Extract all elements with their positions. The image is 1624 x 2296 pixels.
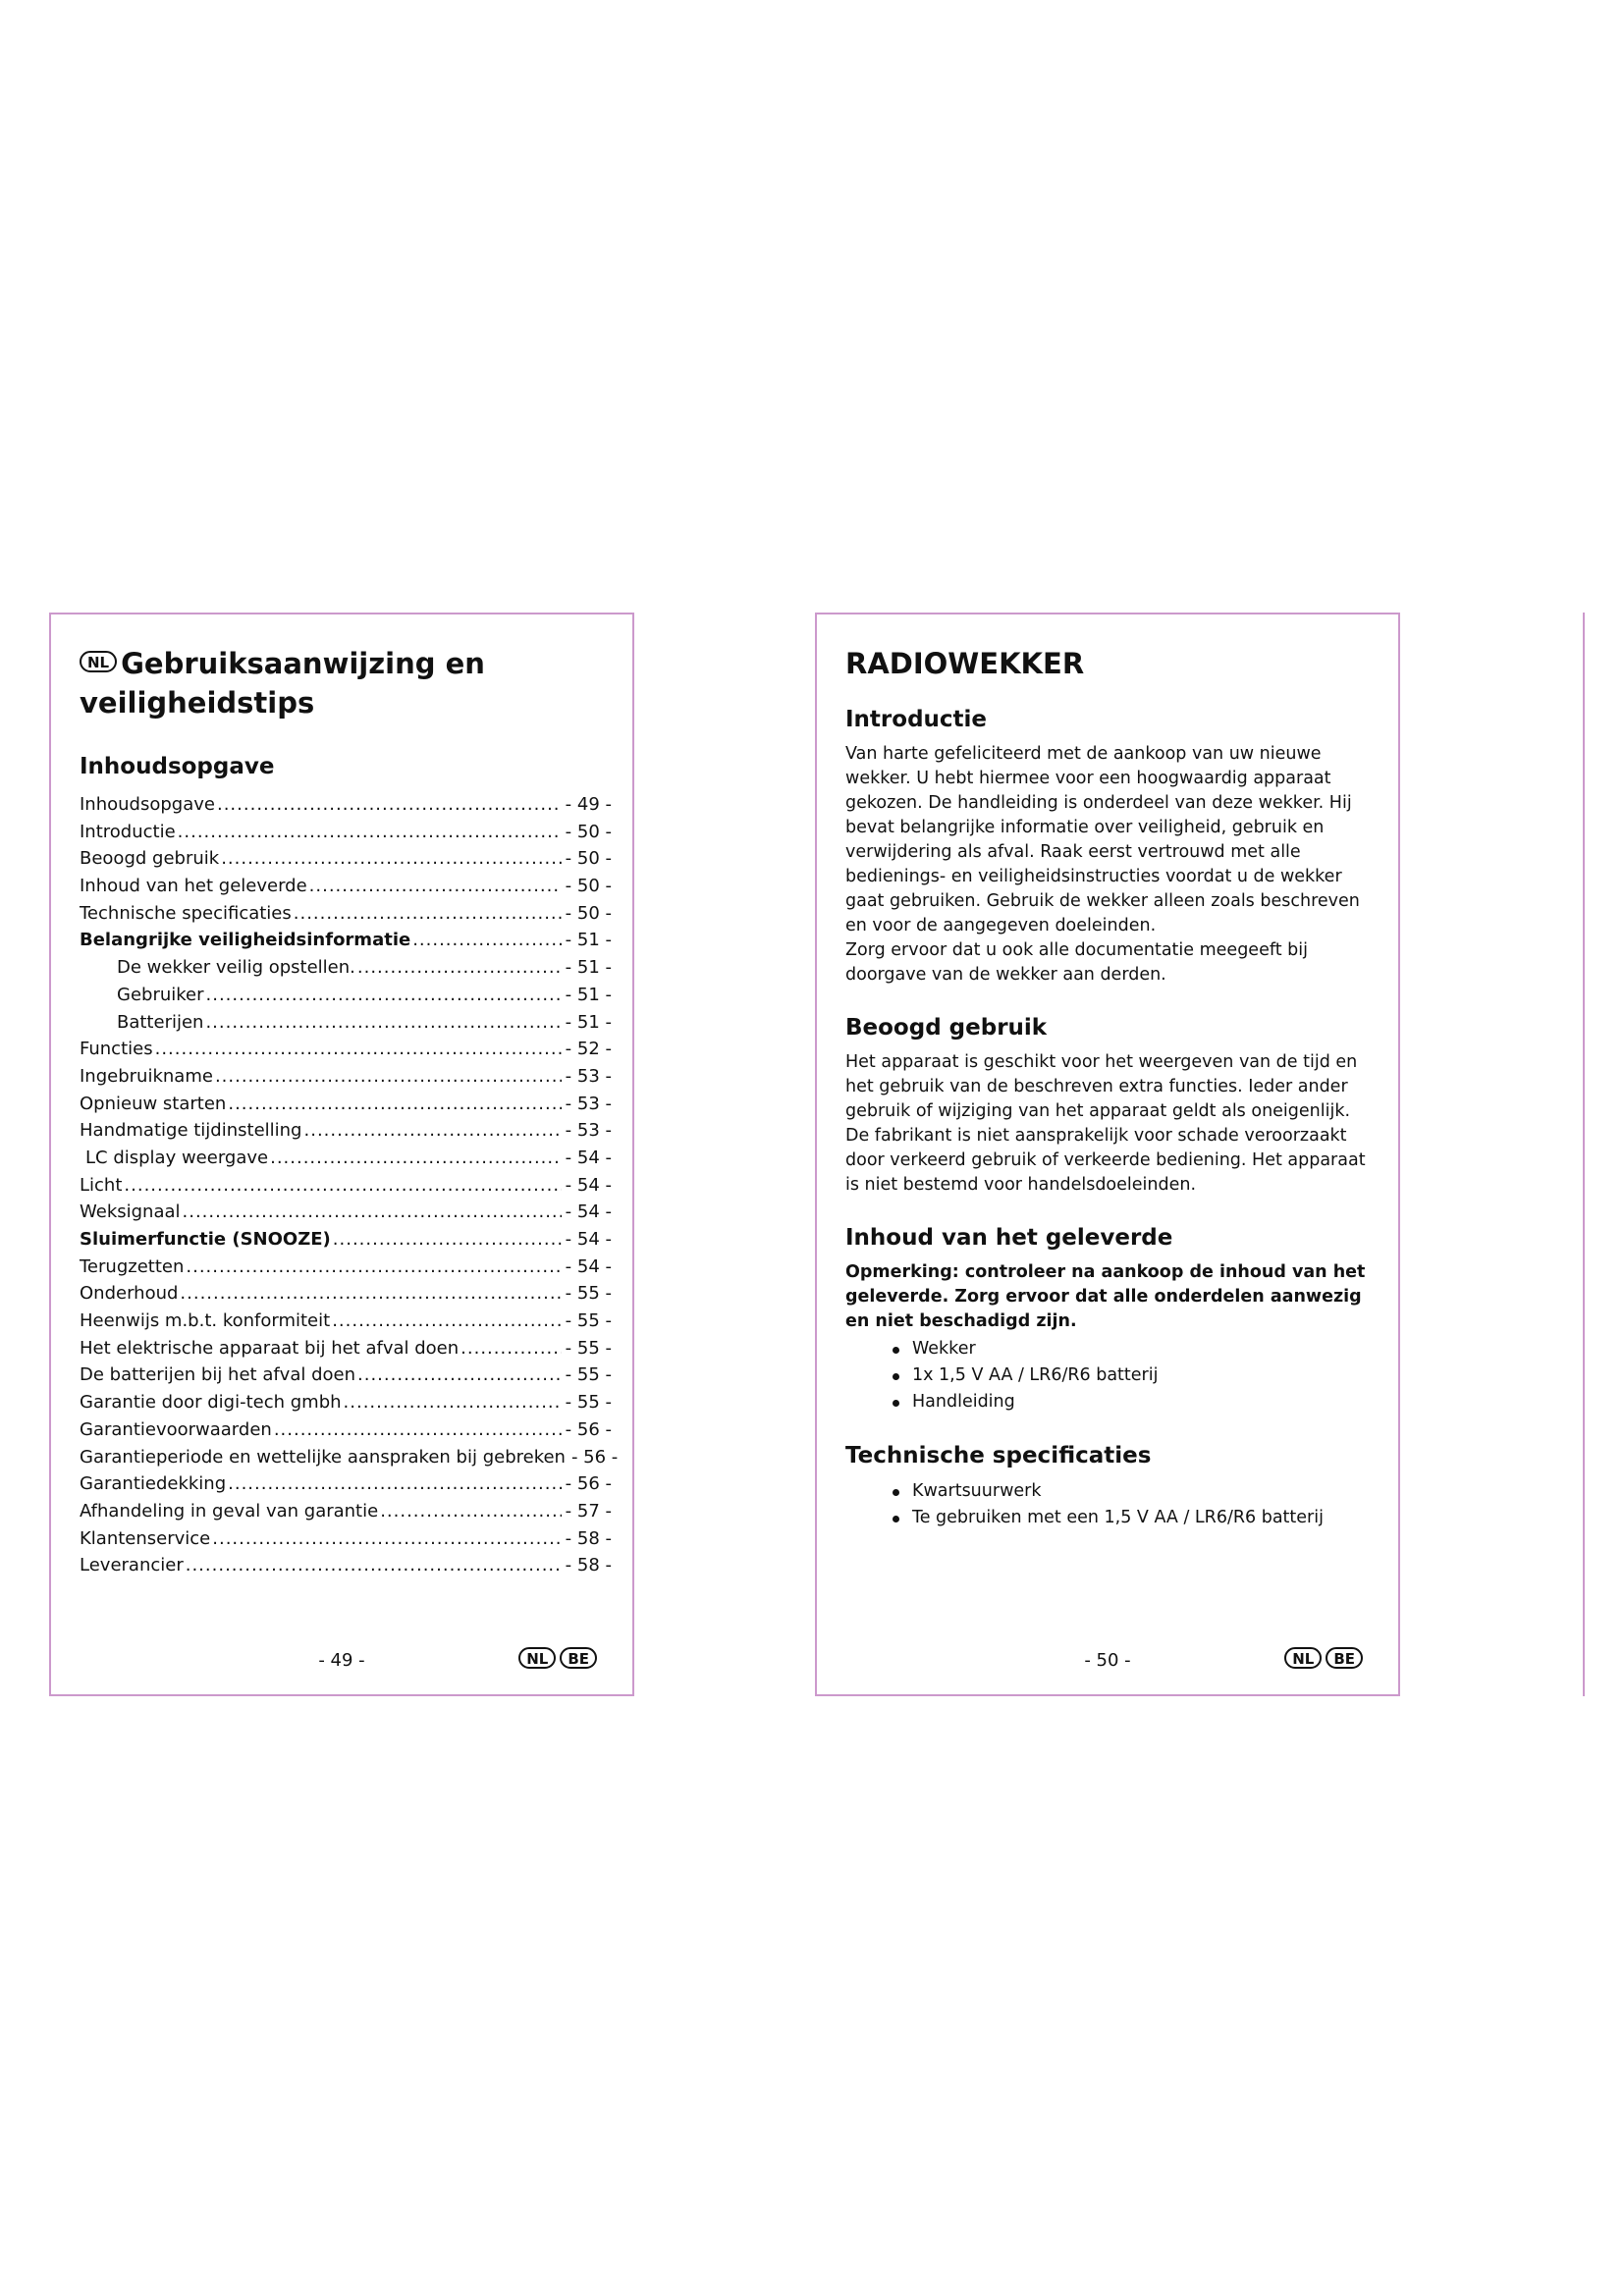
toc-item[interactable]: [80, 1036, 612, 1063]
toc-leader: [270, 1145, 562, 1172]
toc-item[interactable]: [80, 873, 612, 900]
toc-item[interactable]: [80, 1145, 612, 1172]
toc-label: Technische specificaties: [80, 902, 292, 924]
language-badge-nl: NL: [80, 651, 117, 672]
toc-item[interactable]: [80, 1389, 612, 1416]
list-item: Te gebruiken met een 1,5 V AA / LR6/R6 batterij: [912, 1505, 1378, 1531]
toc-page: - 58 -: [565, 1527, 612, 1549]
toc-page: - 54 -: [565, 1201, 612, 1223]
toc-item[interactable]: [80, 1254, 612, 1281]
toc-label: Garantievoorwaarden: [80, 1418, 272, 1440]
toc-leader: [205, 1009, 561, 1037]
toc-leader: [228, 1470, 562, 1498]
right-page-content: [845, 644, 1378, 1531]
intro-paragraph-2: Zorg ervoor dat u ook alle documentatie meegeeft bij doorgave van de wekker aan derden.: [845, 940, 1308, 985]
toc-item[interactable]: [80, 1444, 619, 1471]
toc-leader: [333, 1226, 562, 1254]
toc-leader: [357, 954, 562, 982]
badge-be: BE: [1326, 1647, 1363, 1669]
toc-item[interactable]: [80, 1063, 612, 1091]
toc-page: - 54 -: [565, 1229, 612, 1250]
toc-label: Ingebruikname: [80, 1065, 213, 1087]
toc-page: - 54 -: [565, 1147, 612, 1168]
toc-leader: [178, 819, 562, 846]
badge-nl: NL: [1284, 1647, 1322, 1669]
toc-label: Terugzetten: [80, 1255, 185, 1277]
toc-label: LC display weergave: [85, 1147, 269, 1168]
toc-item[interactable]: [80, 1280, 612, 1308]
toc-item[interactable]: [80, 1552, 612, 1579]
toc-label: Weksignaal: [80, 1201, 181, 1223]
toc-item[interactable]: [80, 819, 612, 846]
toc-leader: [294, 900, 562, 928]
toc-leader: [206, 982, 562, 1009]
toc-label: Garantiedekking: [80, 1473, 227, 1495]
badge-be: BE: [560, 1647, 597, 1669]
toc-page: - 56 -: [570, 1446, 619, 1468]
toc-label: Gebruiker: [117, 984, 204, 1005]
section-heading: Beoogd gebruik: [845, 1015, 1048, 1041]
toc-item[interactable]: [80, 927, 612, 954]
toc-label: Belangrijke veiligheidsinformatie: [80, 930, 411, 951]
toc-item[interactable]: [80, 1362, 612, 1389]
toc-item[interactable]: [80, 845, 612, 873]
section-heading: Inhoud van het geleverde: [845, 1225, 1173, 1251]
list-item: Wekker: [912, 1336, 1378, 1362]
list-item: Kwartsuurwerk: [912, 1478, 1378, 1505]
toc-label: Garantie door digi-tech gmbh: [80, 1392, 342, 1414]
toc-page: - 51 -: [565, 930, 612, 951]
specs-list: [845, 1478, 1378, 1531]
toc-label: Het elektrische apparaat bij het afval doen: [80, 1337, 460, 1359]
toc-label: De batterijen bij het afval doen: [80, 1364, 356, 1386]
toc-page: - 52 -: [565, 1039, 612, 1060]
manual-title-text: Gebruiksaanwijzing en veiligheidstips: [80, 647, 485, 720]
contents-note: Opmerking: controleer na aankoop de inhoud van het geleverde. Zorg ervoor dat alle onderdelen aanwezig en niet beschadigd zijn.: [845, 1262, 1366, 1331]
footer-badges: [514, 1647, 597, 1669]
toc-page: - 56 -: [565, 1418, 612, 1440]
toc-page: - 51 -: [565, 984, 612, 1005]
toc-item[interactable]: [80, 982, 612, 1009]
toc-page: - 57 -: [565, 1500, 612, 1522]
right-page: [815, 613, 1400, 1696]
next-page-edge: [1583, 613, 1585, 1696]
toc-item[interactable]: [80, 1117, 612, 1145]
toc-page: - 55 -: [565, 1392, 612, 1414]
toc-page: - 54 -: [565, 1174, 612, 1196]
toc-leader: [186, 1254, 561, 1281]
toc-label: Beoogd gebruik: [80, 848, 220, 870]
toc-leader: [183, 1199, 562, 1226]
table-of-contents: [80, 791, 619, 1579]
toc-page: - 55 -: [565, 1310, 612, 1332]
toc-page: - 51 -: [565, 957, 612, 979]
intro-paragraph: Van harte gefeliciteerd met de aankoop van uw nieuwe wekker. U hebt hiermee voor een hoogwaardig apparaat gekozen. De handleiding is onderdeel van deze wekker. Hij bevat belangrijke informatie over veiligheid, gebruik en verwijdering als afval. Raak eerst vertrouwd met alle bedienings- en veiligheidsinstructies voordat u de wekker gaat gebruiken. Gebruik de wekker alleen zoals beschreven en voor de aangegeven doeleinden.: [845, 744, 1360, 935]
badge-nl: NL: [518, 1647, 556, 1669]
toc-label: Opnieuw starten: [80, 1093, 227, 1114]
toc-label: Leverancier: [80, 1555, 184, 1576]
toc-label: Licht: [80, 1174, 123, 1196]
toc-label: Garantieperiode en wettelijke aanspraken bij gebreken: [80, 1446, 566, 1468]
toc-label: Afhandeling in geval van garantie: [80, 1500, 379, 1522]
toc-item[interactable]: [80, 1525, 612, 1553]
toc-leader: [309, 873, 562, 900]
toc-item[interactable]: [80, 954, 612, 982]
section-inhoud-geleverde: [845, 1223, 1378, 1415]
toc-item[interactable]: [80, 1009, 612, 1037]
page-number: - 50 -: [1084, 1650, 1131, 1671]
toc-item[interactable]: [80, 1172, 612, 1200]
list-item: Handleiding: [912, 1389, 1378, 1415]
footer-badges: [1280, 1647, 1363, 1669]
toc-page: - 54 -: [565, 1255, 612, 1277]
toc-leader: [380, 1498, 561, 1525]
toc-label: Introductie: [80, 821, 176, 842]
toc-leader: [212, 1525, 561, 1553]
product-title: RADIOWEKKER: [845, 647, 1085, 680]
toc-item[interactable]: [80, 1416, 612, 1444]
toc-label: Handmatige tijdinstelling: [80, 1120, 302, 1142]
toc-leader: [460, 1335, 562, 1362]
toc-leader: [412, 927, 561, 954]
toc-page: - 53 -: [565, 1093, 612, 1114]
toc-leader: [180, 1280, 561, 1308]
toc-page: - 55 -: [565, 1364, 612, 1386]
toc-leader: [344, 1389, 562, 1416]
toc-page: - 50 -: [565, 876, 612, 897]
toc-item[interactable]: [80, 1470, 612, 1498]
page-number: - 49 -: [318, 1650, 365, 1671]
toc-label: Batterijen: [117, 1011, 204, 1033]
section-technische-specificaties: [845, 1441, 1378, 1531]
toc-leader: [217, 791, 562, 819]
toc-item[interactable]: [80, 900, 612, 928]
toc-leader: [124, 1172, 561, 1200]
toc-item[interactable]: [80, 1498, 612, 1525]
toc-leader: [221, 845, 561, 873]
toc-page: - 50 -: [565, 848, 612, 870]
toc-heading: Inhoudsopgave: [80, 754, 275, 779]
toc-page: - 55 -: [565, 1283, 612, 1305]
toc-leader: [332, 1308, 561, 1335]
section-heading: Introductie: [845, 707, 988, 732]
toc-page: - 55 -: [565, 1337, 612, 1359]
toc-leader: [357, 1362, 562, 1389]
toc-leader: [215, 1063, 562, 1091]
left-page: [49, 613, 634, 1696]
manual-title: [80, 644, 612, 722]
toc-leader: [228, 1091, 561, 1118]
toc-page: - 49 -: [565, 794, 612, 815]
toc-label: Heenwijs m.b.t. konformiteit: [80, 1310, 331, 1332]
toc-page: - 53 -: [565, 1120, 612, 1142]
use-paragraph: Het apparaat is geschikt voor het weergeven van de tijd en het gebruik van de beschreven extra functies. Ieder ander gebruik of wijziging van het apparaat geldt als oneigenlijk. De fabrikant is niet aansprakelijk voor schade veroorzaakt door verkeerd gebruik of verkeerde bediening. Het apparaat is niet bestemd voor handelsdoeleinden.: [845, 1052, 1366, 1195]
toc-label: Klantenservice: [80, 1527, 211, 1549]
toc-page: - 58 -: [565, 1555, 612, 1576]
contents-list: [845, 1336, 1378, 1415]
toc-item[interactable]: [80, 1335, 612, 1362]
toc-item[interactable]: [80, 791, 612, 819]
toc-page: - 50 -: [565, 821, 612, 842]
toc-page: - 50 -: [565, 902, 612, 924]
toc-leader: [304, 1117, 562, 1145]
toc-label: Inhoud van het geleverde: [80, 876, 307, 897]
toc-leader: [186, 1552, 562, 1579]
toc-label: Inhoudsopgave: [80, 794, 215, 815]
section-introductie: [845, 705, 1378, 988]
toc-item[interactable]: [80, 1199, 612, 1226]
toc-page: - 51 -: [565, 1011, 612, 1033]
section-beoogd-gebruik: [845, 1013, 1378, 1198]
list-item: 1x 1,5 V AA / LR6/R6 batterij: [912, 1362, 1378, 1389]
toc-leader: [155, 1036, 562, 1063]
left-page-content: [80, 644, 619, 1579]
toc-leader: [274, 1416, 562, 1444]
toc-label: Sluimerfunctie (SNOOZE): [80, 1229, 331, 1250]
toc-item[interactable]: [80, 1091, 612, 1118]
toc-page: - 53 -: [565, 1065, 612, 1087]
toc-item[interactable]: [80, 1226, 612, 1254]
section-heading: Technische specificaties: [845, 1443, 1152, 1468]
toc-label: De wekker veilig opstellen.: [117, 957, 355, 979]
toc-label: Onderhoud: [80, 1283, 179, 1305]
toc-item[interactable]: [80, 1308, 612, 1335]
toc-label: Functies: [80, 1039, 153, 1060]
toc-page: - 56 -: [565, 1473, 612, 1495]
